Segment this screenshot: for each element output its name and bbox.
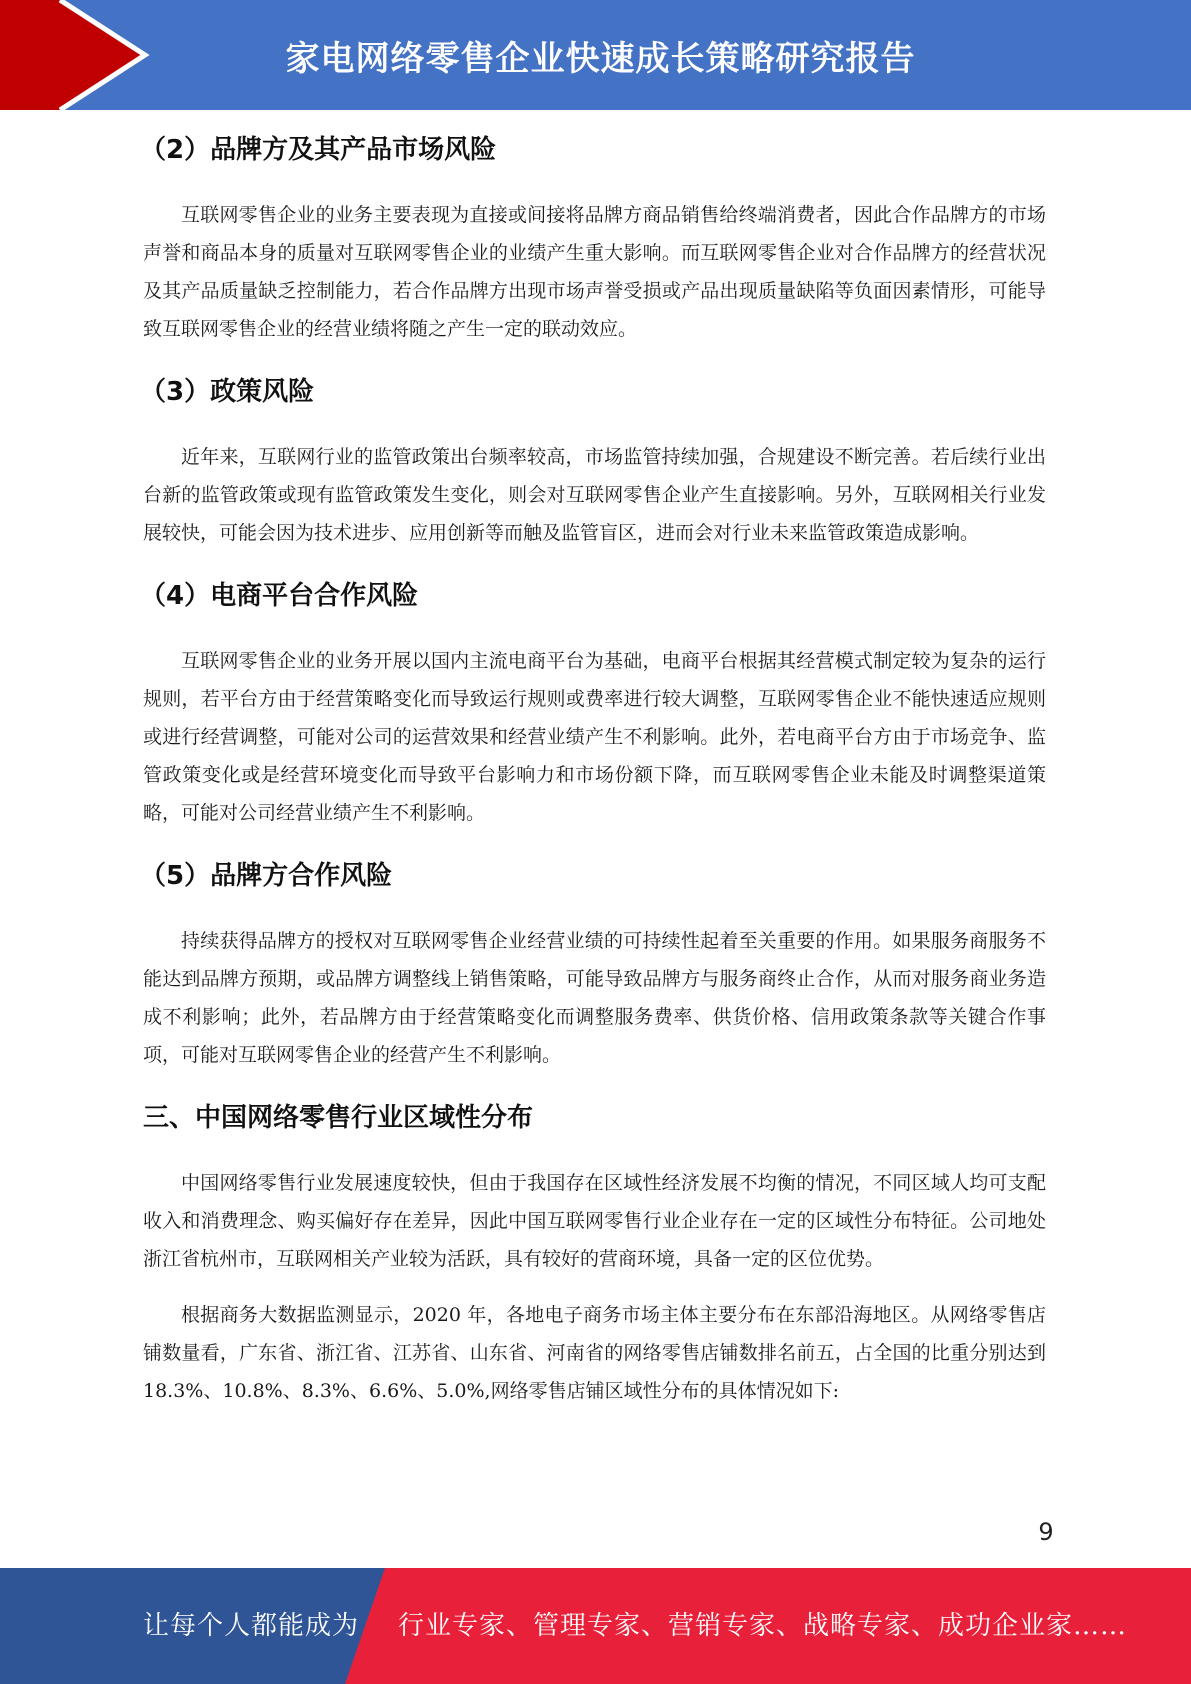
section-platform-risk	[140, 574, 1046, 832]
paragraph: 互联网零售企业的业务主要表现为直接或间接将品牌方商品销售给终端消费者，因此合作品牌方的市场声誉和商品本身的质量对互联网零售企业的业绩产生重大影响。而互联网零售企业对合作品牌方的经营状况及其产品质量缺乏控制能力，若合作品牌方出现市场声誉受损或产品出现质量缺陷等负面因素情形，可能导致互联网零售企业的经营业绩将随之产生一定的联动效应。	[143, 204, 1046, 340]
paragraph: 持续获得品牌方的授权对互联网零售企业经营业绩的可持续性起着至关重要的作用。如果服务商服务不能达到品牌方预期，或品牌方调整线上销售策略，可能导致品牌方与服务商终止合作，从而对服务商业务造成不利影响；此外，若品牌方由于经营策略变化而调整服务费率、供货价格、信用政策条款等关键合作事项，可能对互联网零售企业的经营产生不利影响。	[143, 930, 1046, 1066]
section-heading: （5）品牌方合作风险	[140, 861, 393, 891]
section-heading: （4）电商平台合作风险	[140, 581, 419, 611]
footer-band	[0, 1568, 1191, 1684]
section-brand-cooperation-risk	[140, 854, 1046, 1074]
header-band	[0, 0, 1191, 110]
paragraph: 互联网零售企业的业务开展以国内主流电商平台为基础，电商平台根据其经营模式制定较为复杂的运行规则，若平台方由于经营策略变化而导致运行规则或费率进行较大调整，互联网零售企业不能快速适应规则或进行经营调整，可能对公司的运营效果和经营业绩产生不利影响。此外，若电商平台方由于市场竞争、监管政策变化或是经营环境变化而导致平台影响力和市场份额下降，而互联网零售企业未能及时调整渠道策略，可能对公司经营业绩产生不利影响。	[143, 650, 1046, 824]
chevron-arrow-icon	[0, 0, 160, 110]
paragraph: 近年来，互联网行业的监管政策出台频率较高，市场监管持续加强，合规建设不断完善。若后续行业出台新的监管政策或现有监管政策发生变化，则会对互联网零售企业产生直接影响。另外，互联网相关行业发展较快，可能会因为技术进步、应用创新等而触及监管盲区，进而会对行业未来监管政策造成影响。	[143, 446, 1046, 544]
chapter-heading: 三、中国网络零售行业区域性分布	[143, 1103, 534, 1133]
document-body	[140, 128, 1046, 1432]
report-title: 家电网络零售企业快速成长策略研究报告	[285, 38, 916, 79]
section-heading: （3）政策风险	[140, 377, 315, 407]
section-heading: （2）品牌方及其产品市场风险	[140, 135, 497, 165]
footer-slogan-right: 行业专家、管理专家、营销专家、战略专家、成功企业家……	[398, 1611, 1128, 1641]
section-brand-market-risk	[140, 128, 1046, 348]
paragraph: 根据商务大数据监测显示，2020 年，各地电子商务市场主体主要分布在东部沿海地区。从网络零售店铺数量看，广东省、浙江省、江苏省、山东省、河南省的网络零售店铺数排名前五，占全国的比重分别达到 18.3%、10.8%、8.3%、6.6%、5.0%,网络零售店铺区域性分布的具体情况如下:	[143, 1304, 1046, 1402]
section-regional-distribution	[143, 1096, 1046, 1410]
section-policy-risk	[140, 370, 1046, 552]
paragraph: 中国网络零售行业发展速度较快，但由于我国存在区域性经济发展不均衡的情况，不同区域人均可支配收入和消费理念、购买偏好存在差异，因此中国互联网零售行业企业存在一定的区域性分布特征。公司地处浙江省杭州市，互联网相关产业较为活跃，具有较好的营商环境，具备一定的区位优势。	[143, 1172, 1046, 1270]
footer-slogan-left: 让每个人都能成为	[143, 1611, 360, 1641]
page-number: 9	[1038, 1518, 1054, 1546]
